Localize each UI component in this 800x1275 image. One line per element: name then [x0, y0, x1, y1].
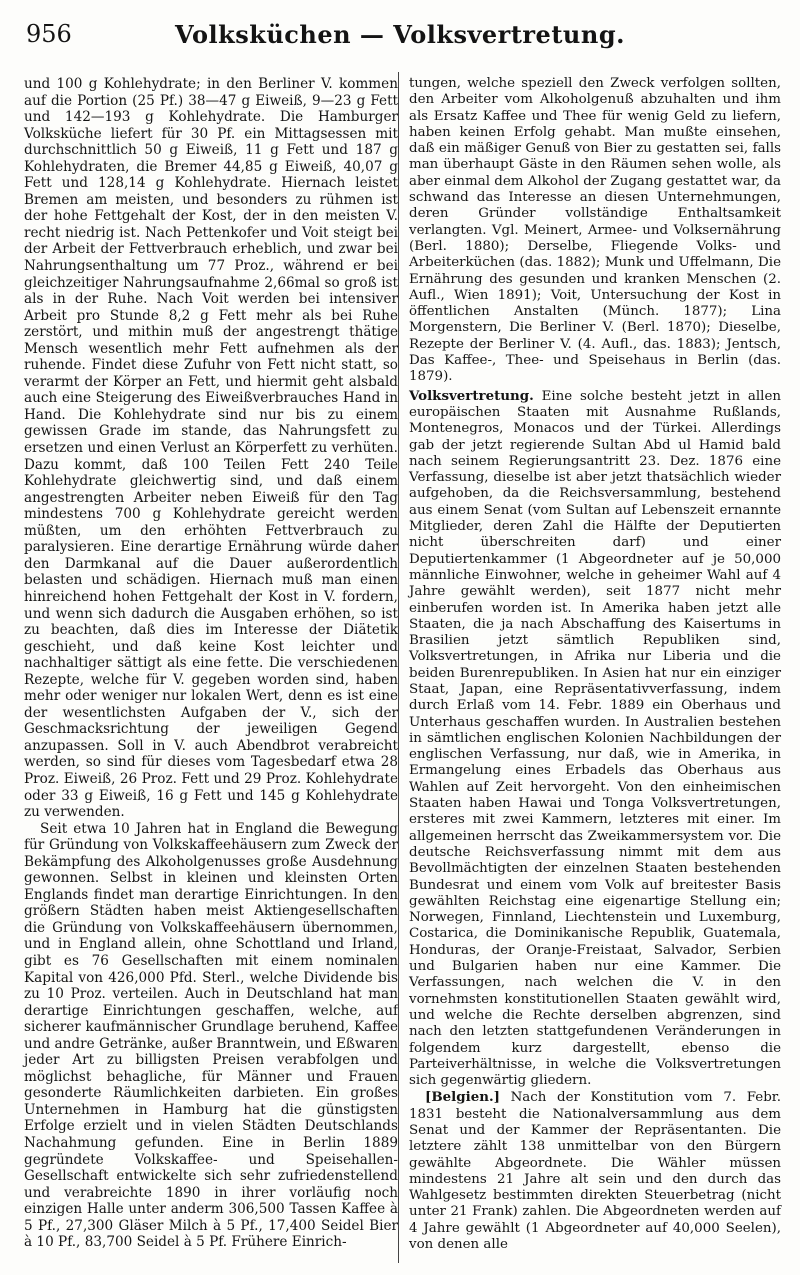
paragraph: und 100 g Kohlehydrate; in den Berliner V. kommen auf die Portion (25 Pf.) 38—47 g Eiweiß, 9—23 g Fett und 142—193 g Kohlehydrate. Die Hamburger Volksküche liefert für 30 Pf. ein Mittagsessen mit durchschnittlich 50 g Eiweiß, 11 g Fett und 187 g Kohlehydraten, die Bremer 44,85 g Eiweiß, 40,07 g Fett und 128,14 g Kohlehydrate. Hiernach leistet Bremen am meisten, und besonders zu rühmen ist der hohe Fettgehalt der Kost, der in den meisten V. recht niedrig ist. Nach Pettenkofer und Voit steigt bei der Arbeit der Fettverbrauch erheblich, und zwar bei Nahrungsenthaltung um 77 Proz., während er bei gleichzeitiger Nahrungsaufnahme 2,66mal so groß ist als in der Ruhe. Nach Voit werden bei intensiver Arbeit pro Stunde 8,2 g Fett mehr als bei Ruhe zerstört, und mithin muß der angestrengt thätige Mensch wesentlich mehr Fett aufnehmen als der ruhende. Findet diese Zufuhr von Fett nicht statt, so verarmt der Körper an Fett, und hiermit geht alsbald auch eine Steigerung des Eiweißverbrauches Hand in Hand. Die Kohlehydrate sind nur bis zu einem gewissen Grade im stande, das Nahrungsfett zu ersetzen und einen Verlust an Körperfett zu verhüten. Dazu kommt, daß 100 Teilen Fett 240 Teile Kohlehydrate gleichwertig sind, und daß einem angestrengten Arbeiter neben Eiweiß für den Tag mindestens 700 g Kohlehydrate gereicht werden müßten, um den erhöhten Fettverbrauch zu paralysieren. Eine derartige Ernährung würde daher den Darmkanal auf die Dauer außerordentlich belasten und schädigen. Hiernach muß man einen hinreichend hohen Fettgehalt der Kost in V. fordern, und wenn sich dadurch die Ausgaben erhöhen, so ist zu beachten, daß dies im Interesse der Diätetik geschieht, und daß keine Kost leichter und nachhaltiger sättigt als eine fette. Die verschiedenen Rezepte, welche für V. gegeben worden sind, haben mehr oder weniger nur lokalen Wert, denn es ist eine der wesentlichsten Aufgaben der V., sich der Geschmacksrichtung der jeweiligen Gegend anzupassen. Soll in V. auch Abendbrot verabreicht werden, so sind für dieses vom Tagesbedarf etwa 28 Proz. Eiweiß, 26 Proz. Fett und 29 Proz. Kohlehydrate oder 33 g Eiweiß, 16 g Fett und 145 g Kohlehydrate zu verwenden.	[24, 76, 398, 821]
section-text: Eine solche besteht jetzt in allen europäischen Staaten mit Ausnahme Rußlands, Montenegros, Monacos und der Türkei. Allerdings gab der jetzt regierende Sultan Abd ul Hamid bald nach seinem Regierungsantritt 23. Dez. 1876 eine Verfassung, dieselbe ist aber jetzt thatsächlich wieder aufgehoben, da die Reichsversammlung, bestehend aus einem Senat (vom Sultan auf Lebenszeit ernannte Mitglieder, deren Zahl die Hälfte der Deputierten nicht überschreiten darf) und einer Deputiertenkammer (1 Abgeordneter auf je 50,000 männliche Einwohner, welche in geheimer Wahl auf 4 Jahre gewählt werden), seit 1877 nicht mehr einberufen worden ist. In Amerika haben jetzt alle Staaten, die ja nach Abschaffung des Kaisertums in Brasilien jetzt sämtlich Republiken sind, Volksvertretungen, in Afrika nur Liberia und die beiden Burenrepubliken. In Asien hat nur ein einziger Staat, Japan, eine Repräsentativverfassung, indem durch Erlaß vom 14. Febr. 1889 ein Oberhaus und Unterhaus geschaffen wurden. In Australien bestehen in sämtlichen englischen Kolonien Nachbildungen der englischen Verfassung, nur daß, wie in Amerika, in Ermangelung eines Erbadels das Oberhaus aus Wahlen auf Zeit hervorgeht. Von den einheimischen Staaten haben Hawai und Tonga Volksvertretungen, ersteres mit zwei Kammern, letzteres mit einer. Im allgemeinen herrscht das Zweikammersystem vor. Die deutsche Reichsverfassung nimmt mit dem aus Bevollmächtigten der einzelnen Staaten bestehenden Bundesrat und einem vom Volk auf breitester Basis gewählten Reichstag eine eigenartige Stellung ein; Norwegen, Finnland, Liechtenstein und Luxemburg, Costarica, die Dominikanische Republik, Guatemala, Honduras, der Oranje-Freistaat, Salvador, Serbien und Bulgarien haben nur eine Kammer. Die Verfassungen, nach welchen die V. in den vornehmsten konstitutionellen Staaten gewählt wird, und welche die Rechte derselben abgrenzen, sind nach den letzten stattgefundenen Veränderungen in folgendem kurz dargestellt, ebenso die Parteiverhältnisse, in welche die Volksvertretungen sich gegenwärtig gliedern.	[409, 388, 781, 1089]
column-divider	[398, 72, 399, 1263]
section-heading: Volksvertretung.	[409, 387, 534, 404]
section-paragraph	[409, 388, 781, 1090]
paragraph: tungen, welche speziell den Zweck verfolgen sollten, den Arbeiter vom Alkoholgenuß abzuhalten und ihm als Ersatz Kaffee und Thee für wenig Geld zu liefern, haben keinen Erfolg gehabt. Man mußte einsehen, daß ein mäßiger Genuß von Bier zu gestatten sei, falls man überhaupt Gäste in den Räumen sehen wolle, als aber einmal dem Alkohol der Zugang gestattet war, da schwand das Interesse an diesen Unternehmungen, deren Gründer vollständige Enthaltsamkeit verlangten. Vgl. Meinert, Armee- und Volksernährung (Berl. 1880); Derselbe, Fliegende Volks- und Arbeiterküchen (das. 1882); Munk und Uffelmann, Die Ernährung des gesunden und kranken Menschen (2. Aufl., Wien 1891); Voit, Untersuchung der Kost in öffentlichen Anstalten (Münch. 1877); Lina Morgenstern, Die Berliner V. (Berl. 1870); Dieselbe, Rezepte der Berliner V. (4. Aufl., das. 1883); Jentsch, Das Kaffee-, Thee- und Speisehaus in Berlin (das. 1879).	[409, 76, 781, 385]
paragraph: Seit etwa 10 Jahren hat in England die Bewegung für Gründung von Volkskaffeehäusern zum Zweck der Bekämpfung des Alkoholgenusses große Ausdehnung gewonnen. Selbst in kleinen und kleinsten Orten Englands findet man derartige Einrichtungen. In den größern Städten haben meist Aktiengesellschaften die Gründung von Volkskaffeehäusern übernommen, und in England allein, ohne Schottland und Irland, gibt es 76 Gesellschaften mit einem nominalen Kapital von 426,000 Pfd. Sterl., welche Dividende bis zu 10 Proz. verteilen. Auch in Deutschland hat man derartige Einrichtungen geschaffen, welche, auf sicherer kaufmännischer Grundlage beruhend, Kaffee und andre Getränke, außer Branntwein, und Eßwaren jeder Art zu billigsten Preisen verabfolgen und möglichst behagliche, für Männer und Frauen gesonderte Räumlichkeiten darbieten. Ein großes Unternehmen in Hamburg hat die günstigsten Erfolge erzielt und in vielen Städten Deutschlands Nachahmung gefunden. Eine in Berlin 1889 gegründete Volkskaffee- und Speisehallen-Gesellschaft entwickelte sich sehr zufriedenstellend und verabreichte 1890 in ihrer vorläufig noch einzigen Halle unter anderm 306,500 Tassen Kaffee à 5 Pf., 27,300 Gläser Milch à 5 Pf., 17,400 Seidel Bier à 10 Pf., 83,700 Seidel à 5 Pf. Frühere Einrich-	[24, 820, 398, 1251]
country-paragraph	[409, 1089, 781, 1253]
page-header	[26, 14, 774, 54]
left-column	[24, 76, 398, 1251]
country-text: Nach der Konstitution vom 7. Febr. 1831 besteht die Nationalversammlung aus dem Senat und der Kammer der Repräsentanten. Die letztere zählt 138 unmittelbar von den Bürgern gewählte Abgeordnete. Die Wähler müssen mindestens 21 Jahre alt sein und den durch das Wahlgesetz bestimmten direkten Steuerbetrag (nicht unter 21 Frank) zahlen. Die Abgeordneten werden auf 4 Jahre gewählt (1 Abgeordneter auf 40,000 Seelen), von denen alle	[409, 1090, 781, 1253]
running-head: Volksküchen — Volksvertretung.	[175, 20, 625, 49]
right-column	[409, 76, 781, 1253]
page-number: 956	[26, 20, 72, 48]
country-label: [Belgien.]	[425, 1089, 500, 1106]
